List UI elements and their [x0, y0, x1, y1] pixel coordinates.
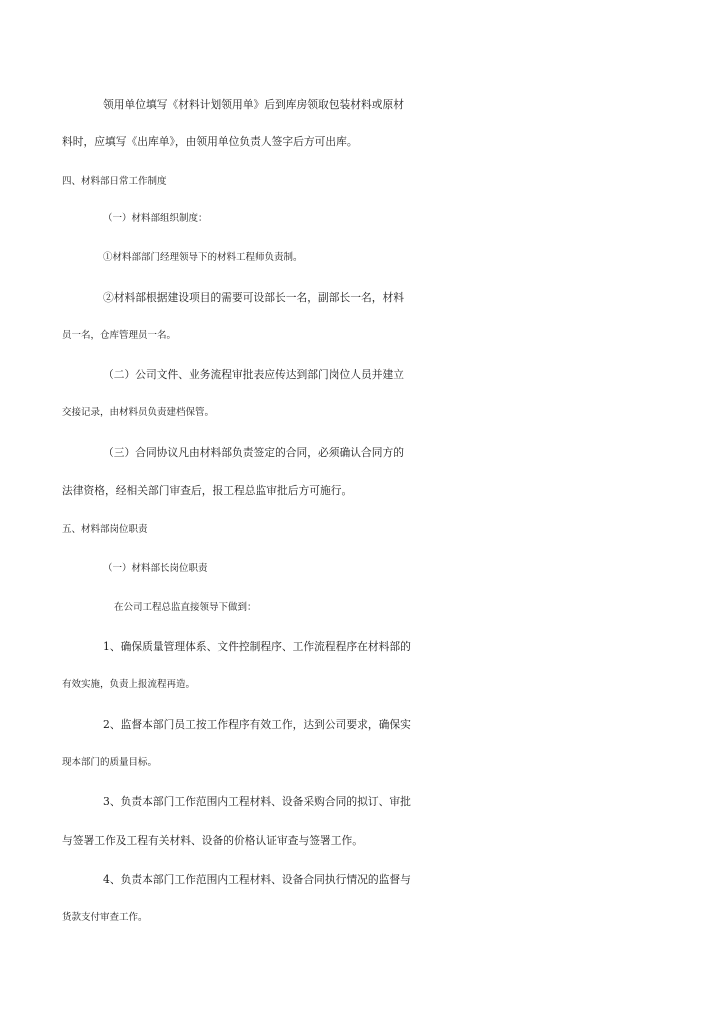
subsection-heading: （一）材料部长岗位职责 [103, 563, 208, 574]
paragraph-line: 交接记录，由材料员负责建档保管。 [62, 407, 215, 418]
subsection-paragraph: （二）公司文件、业务流程审批表应传达到部门岗位人员并建立 [103, 368, 405, 381]
list-item: ②材料部根据建设项目的需要可设部长一名，副部长一名，材料 [103, 291, 405, 304]
paragraph-line: 在公司工程总监直接领导下做到： [114, 602, 257, 613]
list-item: 2、监督本部门员工按工作程序有效工作，达到公司要求，确保实 [103, 718, 411, 731]
paragraph-line: 现本部门的质量目标。 [62, 757, 158, 768]
section-heading: 五、材料部岗位职责 [62, 524, 148, 535]
paragraph-line: 法律资格，经相关部门审查后，报工程总监审批后方可施行。 [62, 484, 353, 497]
list-item: 1、确保质量管理体系、文件控制程序、工作流程程序在材料部的 [103, 640, 411, 653]
paragraph-line: 员一名，仓库管理员一名。 [62, 330, 177, 341]
paragraph-line: 货款支付审查工作。 [62, 912, 148, 923]
paragraph-line: 领用单位填写《材料计划领用单》后到库房领取包装材料或原材 [103, 98, 405, 111]
paragraph-line: 料时，应填写《出库单》，由领用单位负责人签字后方可出库。 [62, 135, 358, 148]
subsection-paragraph: （三）合同协议凡由材料部负责签定的合同，必须确认合同方的 [103, 446, 405, 459]
paragraph-line: 有效实施，负责上报流程再造。 [62, 679, 196, 690]
list-item: ①材料部部门经理领导下的材料工程师负责制。 [103, 252, 303, 263]
list-item: 3、负责本部门工作范围内工程材料、设备采购合同的拟订、审批 [103, 795, 411, 808]
list-item: 4、负责本部门工作范围内工程材料、设备合同执行情况的监督与 [103, 873, 411, 886]
paragraph-line: 与签署工作及工程有关材料、设备的价格认证审查与签署工作。 [62, 834, 364, 847]
section-heading: 四、材料部日常工作制度 [62, 176, 167, 187]
subsection-heading: （一）材料部组织制度： [103, 213, 208, 224]
